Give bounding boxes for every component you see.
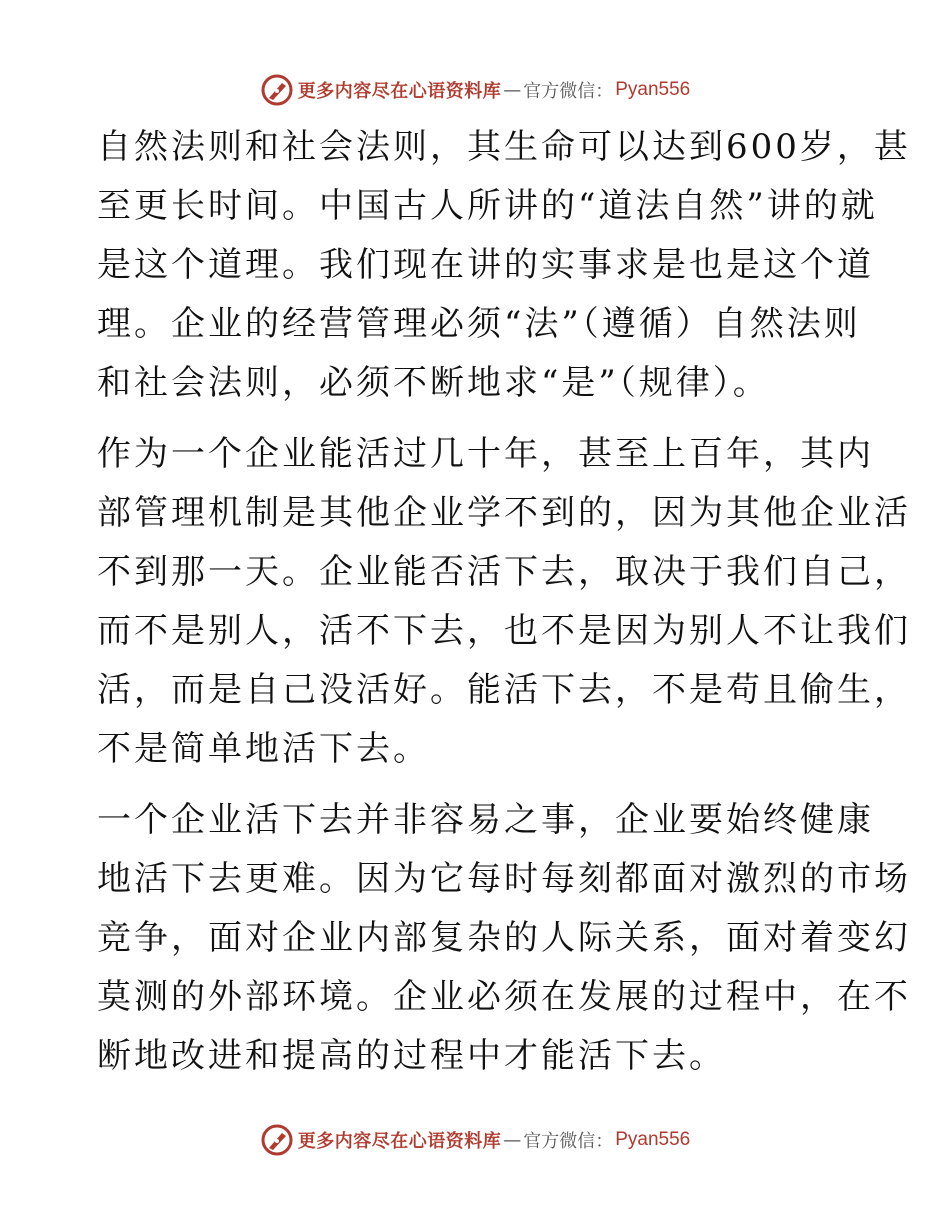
text-line: 理。企业的经营管理必须“法”（遵循）自然法则 — [97, 304, 861, 344]
paragraph-3 — [97, 791, 911, 1086]
text-line: 不是简单地活下去。 — [97, 729, 430, 769]
text-line: 部管理机制是其他企业学不到的，因为其他企业活 — [97, 493, 911, 533]
banner-wechat-id: Pyan556 — [615, 1129, 691, 1150]
text-line: 至更长时间。中国古人所讲的“道法自然”讲的就 — [97, 186, 878, 226]
banner-separator: — — [503, 79, 522, 101]
pen-nib-logo-icon — [260, 73, 294, 107]
footer-banner — [0, 1120, 950, 1160]
banner-wechat-id: Pyan556 — [615, 79, 691, 100]
paragraph-2 — [97, 425, 911, 779]
paragraph-1 — [97, 118, 911, 413]
text-line: 不到那一天。企业能否活下去，取决于我们自己， — [97, 552, 911, 592]
banner-separator: — — [503, 1129, 522, 1151]
text-line: 作为一个企业能活过几十年，甚至上百年，其内 — [97, 434, 874, 474]
text-line: 和社会法则，必须不断地求“是”（规律）。 — [97, 363, 770, 403]
text-line: 是这个道理。我们现在讲的实事求是也是这个道 — [97, 245, 874, 285]
text-line: 莫测的外部环境。企业必须在发展的过程中，在不 — [97, 977, 911, 1017]
pen-nib-logo-icon — [260, 1123, 294, 1157]
text-line: 而不是别人，活不下去，也不是因为别人不让我们 — [97, 611, 911, 651]
text-line: 地活下去更难。因为它每时每刻都面对激烈的市场 — [97, 859, 911, 899]
banner-wechat-label: 官方微信： — [523, 81, 614, 102]
text-line: 一个企业活下去并非容易之事，企业要始终健康 — [97, 800, 874, 840]
header-banner — [0, 70, 950, 110]
text-line: 断地改进和提高的过程中才能活下去。 — [97, 1036, 726, 1076]
text-line: 活，而是自己没活好。能活下去，不是苟且偷生， — [97, 670, 911, 710]
text-line: 自然法则和社会法则，其生命可以达到600岁，甚 — [97, 127, 911, 167]
document-body — [97, 118, 911, 1086]
banner-site-text: 更多内容尽在心语资料库 — [297, 1131, 502, 1152]
text-line: 竞争，面对企业内部复杂的人际关系，面对着变幻 — [97, 918, 911, 958]
banner-site-text: 更多内容尽在心语资料库 — [297, 81, 502, 102]
banner-wechat-label: 官方微信： — [523, 1131, 614, 1152]
